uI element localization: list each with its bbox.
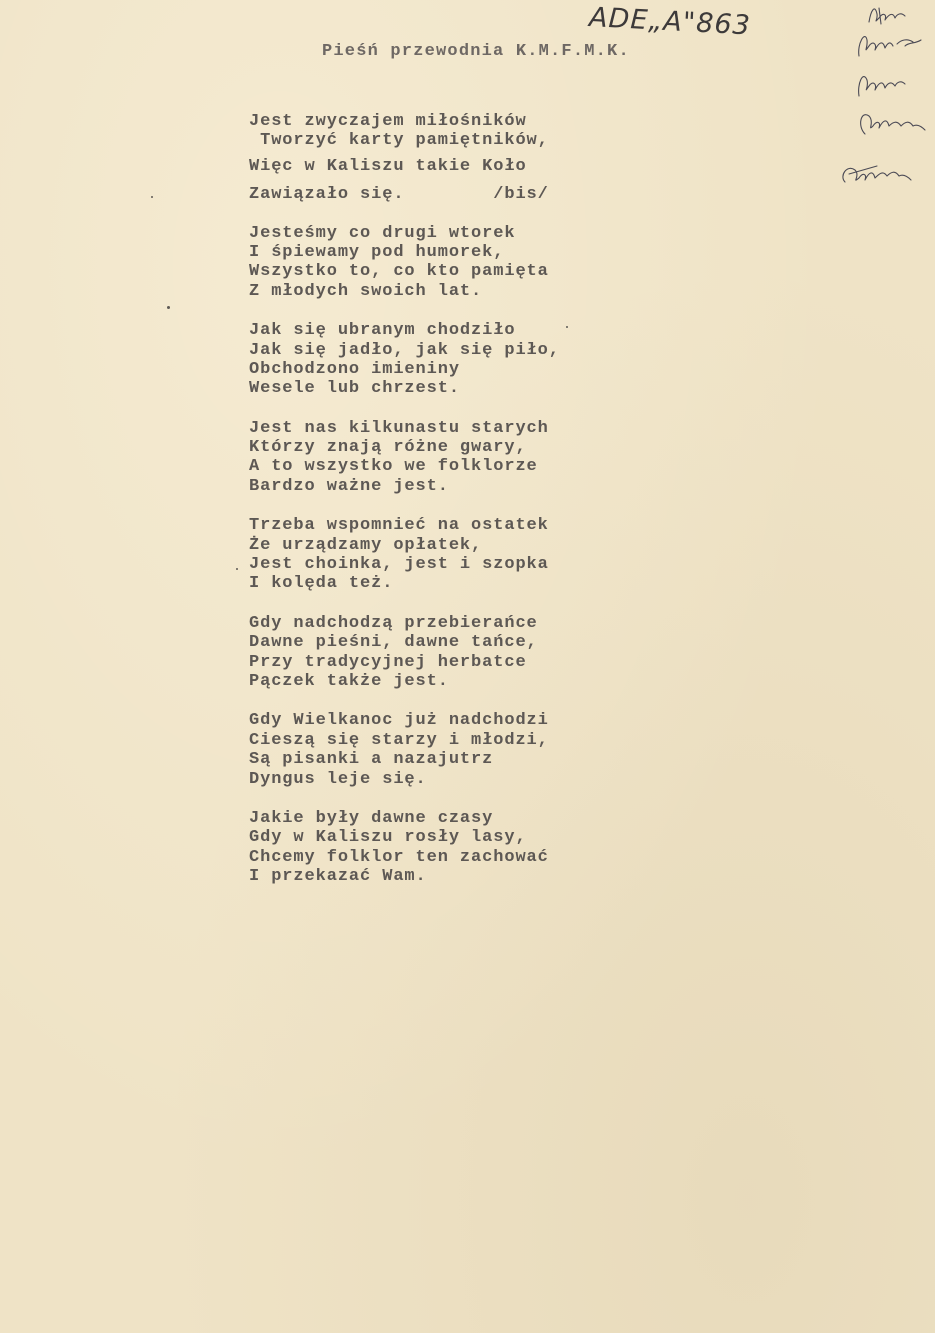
stanza-6 (249, 614, 609, 692)
poem-line: I śpiewamy pod humorek, (249, 242, 505, 262)
poem-line: Jest nas kilkunastu starych (249, 418, 549, 438)
page-title: Pieśń przewodnia K.M.F.M.K. (322, 42, 630, 61)
paper-speck (566, 326, 568, 328)
poem-line: Są pisanki a nazajutrz (249, 750, 494, 770)
poem-line: Gdy Wielkanoc już nadchodzi (249, 711, 549, 731)
poem-line: Jak się jadło, jak się piło, (249, 340, 560, 360)
paper-speck (236, 568, 238, 570)
poem-line: Wszystko to, co kto pamięta (249, 262, 549, 282)
poem-line: Że urządzamy opłatek, (249, 535, 483, 555)
poem-line: Jakie były dawne czasy (249, 808, 494, 828)
poem-line: Jesteśmy co drugi wtorek (249, 223, 516, 243)
archive-signature: ADE„A"863 (588, 2, 752, 42)
poem-line: Przy tradycyjnej herbatce (249, 652, 527, 672)
poem-line: Obchodzono imieniny (249, 359, 460, 379)
stanza-4 (249, 419, 609, 497)
poem-line: I kolęda też. (249, 574, 394, 594)
poem-line: A to wszystko we folklorze (249, 457, 538, 477)
poem-line: Więc w Kaliszu takie Koło (249, 156, 527, 176)
poem-body (249, 112, 609, 887)
poem-line: Którzy znają różne gwary, (249, 438, 527, 458)
stanza-5 (249, 516, 609, 594)
poem-line: Dyngus leje się. (249, 769, 427, 789)
poem-line: Jest choinka, jest i szopka (249, 555, 549, 575)
poem-line: Cieszą się starzy i młodzi, (249, 730, 549, 750)
stanza-3 (249, 321, 609, 399)
poem-line: Trzeba wspomnieć na ostatek (249, 516, 549, 536)
stanza-7 (249, 711, 609, 789)
poem-line: Pączek także jest. (249, 671, 449, 691)
poem-line: Jak się ubranym chodziło (249, 321, 516, 341)
poem-line: Wesele lub chrzest. (249, 379, 460, 399)
stanza-1 (249, 112, 609, 205)
handwritten-signatures (835, 0, 935, 200)
poem-line: Jest zwyczajem miłośników (249, 112, 527, 131)
poem-line: Z młodych swoich lat. (249, 281, 483, 301)
paper-speck (151, 196, 153, 198)
poem-line: Zawiązało się. /bis/ (249, 185, 549, 205)
poem-line: I przekazać Wam. (249, 867, 427, 887)
poem-line: Gdy nadchodzą przebierańce (249, 613, 538, 633)
poem-line: Dawne pieśni, dawne tańce, (249, 633, 538, 653)
poem-line: Tworzyć karty pamiętników, (249, 131, 549, 151)
poem-line: Chcemy folklor ten zachować (249, 847, 549, 867)
paper-speck (167, 306, 170, 309)
poem-line: Gdy w Kaliszu rosły lasy, (249, 828, 527, 848)
poem-line: Bardzo ważne jest. (249, 476, 449, 496)
stanza-2 (249, 224, 609, 302)
stanza-8 (249, 809, 609, 887)
